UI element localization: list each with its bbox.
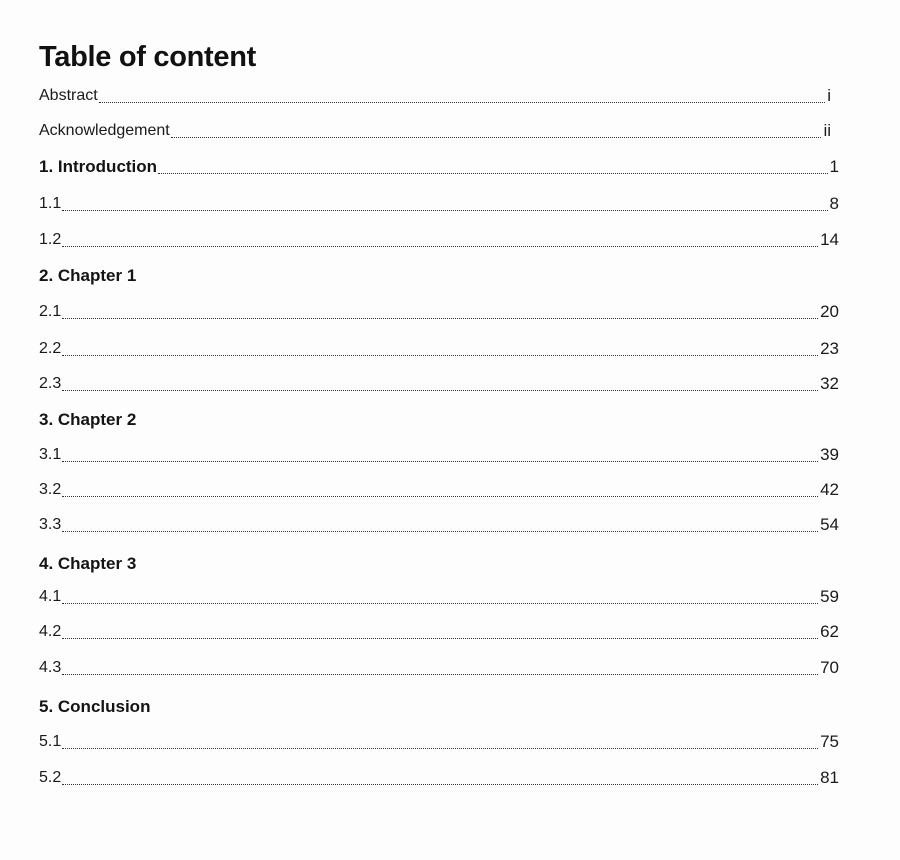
toc-entry[interactable] (39, 337, 839, 359)
toc-page-number: 62 (820, 622, 839, 641)
dot-leader (62, 496, 818, 497)
toc-section-heading[interactable] (39, 264, 839, 286)
toc-entry-label: Acknowledgement (39, 122, 170, 139)
toc-entry-label: 4.1 (39, 588, 62, 605)
dot-leader (62, 390, 818, 391)
toc-entry[interactable] (39, 372, 839, 394)
toc-entry-label: 2. Chapter 1 (39, 266, 137, 285)
dot-leader (62, 246, 818, 247)
toc-page-number: 14 (820, 230, 839, 249)
toc-page-number: 20 (820, 302, 839, 321)
toc-section-heading[interactable] (39, 408, 839, 430)
toc-entry-label: 3.1 (39, 446, 62, 463)
toc-entry-label: 5. Conclusion (39, 697, 151, 716)
toc-page-number: 42 (820, 480, 839, 499)
dot-leader (62, 318, 818, 319)
toc-entry[interactable] (39, 228, 839, 250)
toc-section-heading[interactable] (39, 552, 839, 574)
toc-entry-label: 2.3 (39, 375, 62, 392)
toc-entry[interactable] (39, 443, 839, 465)
dot-leader (62, 638, 818, 639)
toc-page-number: 54 (820, 515, 839, 534)
toc-page-number: 32 (820, 374, 839, 393)
toc-entry-label: 3.2 (39, 481, 62, 498)
toc-entry-label: 5.2 (39, 769, 62, 786)
toc-page-number: 1 (829, 157, 839, 176)
dot-leader (62, 461, 818, 462)
toc-entry[interactable] (39, 192, 839, 214)
dot-leader (171, 137, 822, 138)
dot-leader (62, 674, 818, 675)
toc-entry-label: Abstract (39, 87, 98, 104)
dot-leader (158, 173, 827, 174)
toc-entry[interactable] (39, 766, 839, 788)
toc-entry-label: 2.2 (39, 340, 62, 357)
dot-leader (62, 210, 827, 211)
toc-page-number: 8 (829, 194, 839, 213)
toc-entry-label: 5.1 (39, 733, 62, 750)
toc-entry-label: 1.2 (39, 231, 62, 248)
toc-page-number: 23 (820, 339, 839, 358)
toc-page-number: 59 (820, 587, 839, 606)
toc-entry-label: 4. Chapter 3 (39, 554, 137, 573)
page-title: Table of content (39, 41, 256, 73)
toc-entry[interactable] (39, 620, 839, 642)
toc-entry-label: 1. Introduction (39, 157, 158, 176)
dot-leader (62, 603, 818, 604)
toc-page-number: 81 (820, 768, 839, 787)
toc-section-heading[interactable] (39, 695, 839, 717)
toc-entry[interactable] (39, 730, 839, 752)
toc-entry[interactable] (39, 585, 839, 607)
toc-entry[interactable] (39, 656, 839, 678)
toc-entry[interactable] (39, 300, 839, 322)
toc-entry-label: 3.3 (39, 516, 62, 533)
dot-leader (62, 355, 818, 356)
toc-entry[interactable] (39, 478, 839, 500)
toc-entry[interactable] (39, 119, 839, 141)
toc-page-number: ii (823, 121, 831, 140)
toc-entry[interactable] (39, 513, 839, 535)
toc-page-number: 39 (820, 445, 839, 464)
toc-entry-label: 3. Chapter 2 (39, 410, 137, 429)
dot-leader (62, 784, 818, 785)
toc-entry-label: 1.1 (39, 195, 62, 212)
toc-page-number: 75 (820, 732, 839, 751)
toc-page-number: 70 (820, 658, 839, 677)
dot-leader (62, 531, 818, 532)
toc-entry-label: 4.3 (39, 659, 62, 676)
toc-entry-label: 2.1 (39, 303, 62, 320)
toc-entry[interactable] (39, 84, 839, 106)
dot-leader (99, 102, 826, 103)
toc-entry-label: 4.2 (39, 623, 62, 640)
toc-page-number: i (827, 86, 831, 105)
dot-leader (62, 748, 818, 749)
toc-section-heading[interactable] (39, 155, 839, 177)
